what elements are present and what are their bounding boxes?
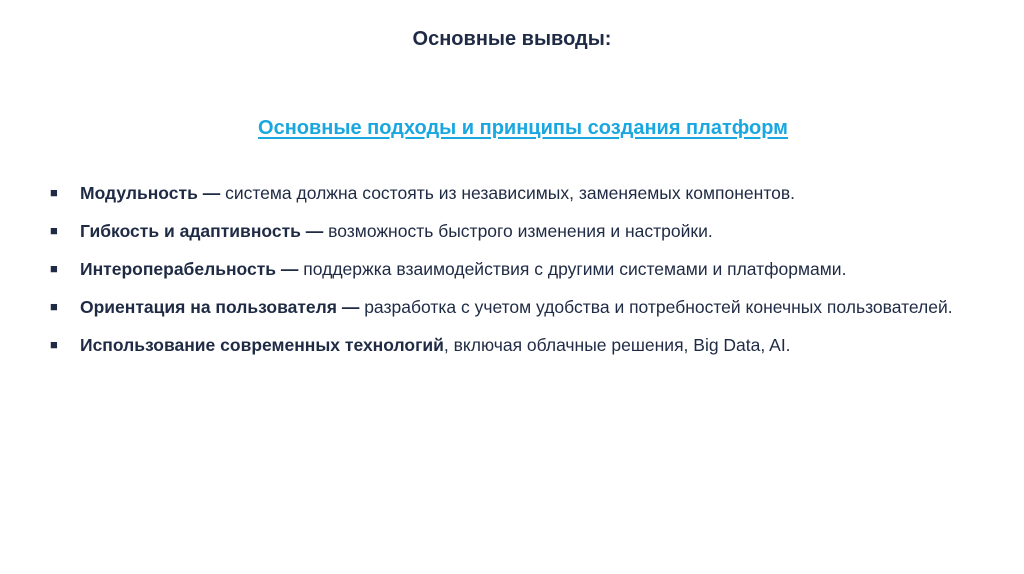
item-text: возможность быстрого изменения и настройки. <box>323 221 713 241</box>
list-item <box>50 212 1000 250</box>
item-term: Использование современных технологий <box>80 335 444 355</box>
square-bullet-icon: ■ <box>50 337 58 352</box>
list-item <box>50 174 1000 212</box>
square-bullet-icon: ■ <box>50 185 58 200</box>
list-item <box>50 326 1000 364</box>
list-item <box>50 288 1000 326</box>
item-term: Гибкость и адаптивность — <box>80 221 324 241</box>
square-bullet-icon: ■ <box>50 223 58 238</box>
subtitle-link[interactable]: Основные подходы и принципы создания платформ <box>258 117 788 139</box>
item-text: поддержка взаимодействия с другими системами и платформами. <box>298 259 847 279</box>
bullet-list <box>50 174 1000 364</box>
item-term: Ориентация на пользователя — <box>80 297 360 317</box>
item-term: Модульность — <box>80 183 221 203</box>
square-bullet-icon: ■ <box>50 261 58 276</box>
list-item <box>50 250 1000 288</box>
item-text: разработка с учетом удобства и потребностей конечных пользователей. <box>359 297 953 317</box>
item-text: , включая облачные решения, Big Data, AI. <box>443 335 791 355</box>
item-text: система должна состоять из независимых, заменяемых компонентов. <box>220 183 796 203</box>
slide-title: Основные выводы: <box>412 28 612 50</box>
square-bullet-icon: ■ <box>50 299 58 314</box>
item-term: Интероперабельность — <box>80 259 299 279</box>
